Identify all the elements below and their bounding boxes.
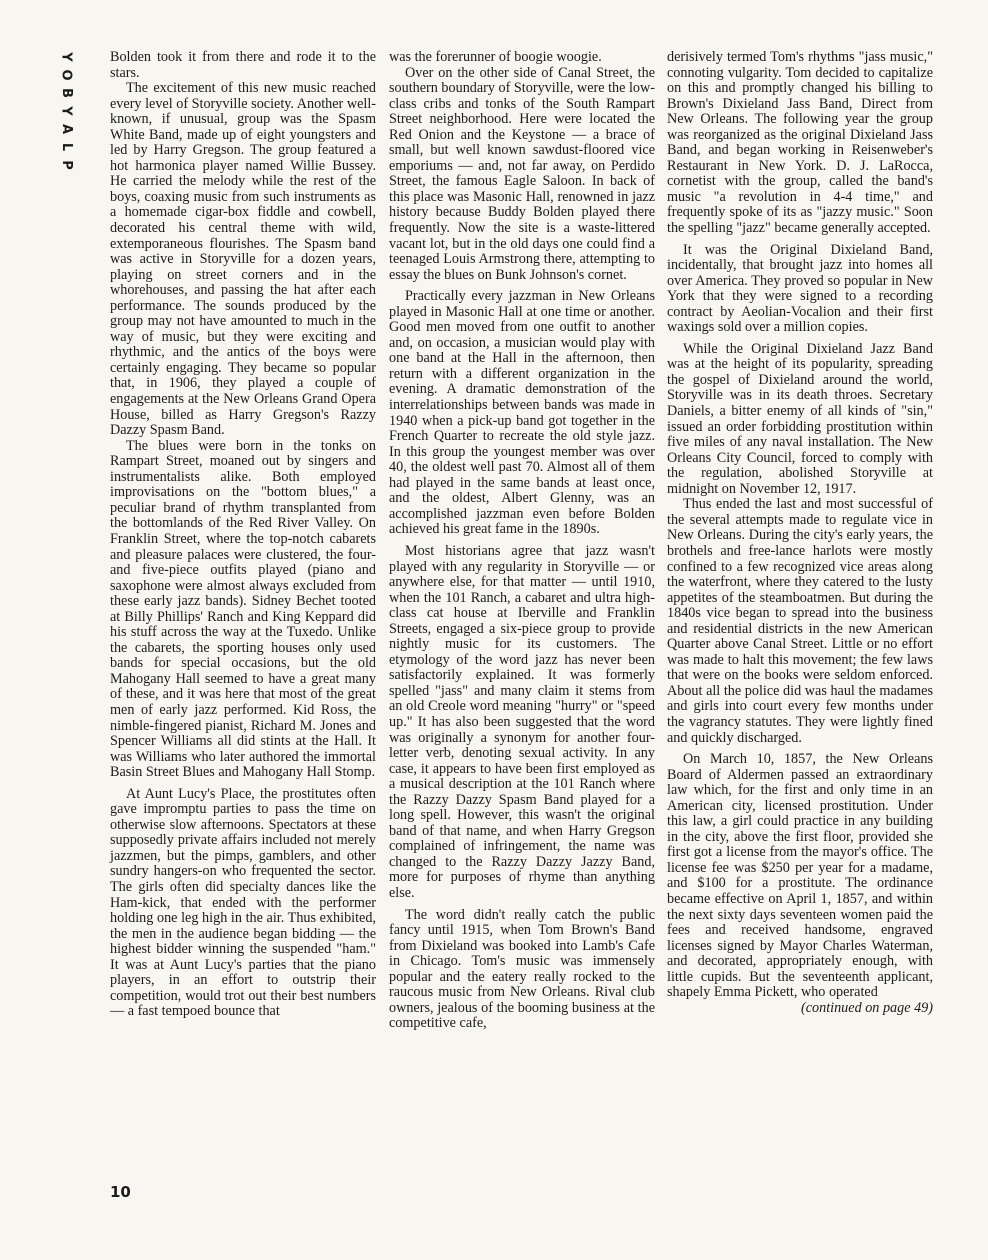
continued-note: (continued on page 49) [801,999,933,1016]
paragraph: It was the Original Dixieland Band, incidentally, that brought jazz into homes all over America. They proved so popular in New York that they were signed to a recording contract by Aeolian-Vocalion and their first waxings sold over a million copies. [667,241,933,336]
masthead-letter: P [59,160,74,170]
paragraph: derisively termed Tom's rhythms "jass music," connoting vulgarity. Tom decided to capitalize on this and promptly changed his billing to Brown's Dixieland Jass Band, Direct from New Orleans. The following year the group was reorganized as the original Dixieland Jass Band, and began working in Reisenweber's Restaurant in New York. D. J. LaRocca, cornetist with the group, called the band's music "a revolution in 4-4 time," and frequently spoke of its as "jazzy music." Soon the spelling "jazz" became generally accepted. [667,49,933,237]
paragraph: On March 10, 1857, the New Orleans Board of Aldermen passed an extraordinary law which, for the first and only time in an American city, licensed prostitution. Under this law, a girl could practice in any building in the city, above the first floor, provided she first got a license from the mayor's office. The license fee was $250 per year for a madame, and $100 for a prostitute. The ordinance became effective on April 1, 1857, and within the next sixty days seventeen women paid the fees and received handsome, engraved licenses signed by Mayor Charles Waterman, and decorated, appropriately enough, with little cupids. But the seventeenth applicant, shapely Emma Pickett, who operated [667,751,933,1001]
masthead-letter: B [58,88,74,98]
text-column-1 [110,50,376,1020]
paragraph: While the Original Dixieland Jazz Band was at the height of its popularity, spreading the gospel of Dixieland around the world, Storyville was in its death throes. Secretary Daniels, a bitter enemy of all kinds of "sin," issued an order forbidding prostitution within five miles of any naval installation. The New Orleans City Council, forced to comply with the regulation, abolished Storyville at midnight on November 12, 1917. [667,340,933,497]
masthead-letter: A [59,123,74,135]
masthead-letter: Y [58,52,74,62]
text-column-2 [389,50,655,1032]
paragraph: The excitement of this new music reached every level of Storyville society. Another well-known, if unusual, group was the Spasm White Band, made up of eight youngsters and led by Harry Gregson. The group featured a hot harmonica player named Willie Bussey. He carried the melody while the rest of the boys, coaxing music from such instruments as a homemade cigar-box fiddle and cowbell, decorated his central theme with wild, extemporaneous flourishes. The Spasm band was active in Storyville for a dozen years, playing on street corners and in the whorehouses, and passing the hat after each performance. The sounds produced by the group may not have amounted to much in the way of music, but they were exciting and rhythmic, and the antics of the boys were certainly engaging. They became so popular that, in 1906, they played a couple of engagements at the New Orleans Grand Opera House, billed as Harry Gregson's Razzy Dazzy Spasm Band. [110,80,376,439]
paragraph: Bolden took it from there and rode it to the stars. [110,49,376,81]
paragraph: was the forerunner of boogie woogie. [389,49,602,65]
text-column-3 [667,50,933,1016]
masthead-letter: L [58,142,74,152]
paragraph: Most historians agree that jazz wasn't played with any regularity in Storyville — or anywhere else, for that matter — until 1910, when the 101 Ranch, a cabaret and ultra high-class cat house at Iberville and Franklin Streets, engaged a six-piece group to provide nightly music for its customers. The etymology of the word jazz has never been satisfactorily explained. It was formerly spelled "jass" and many claim it stems from an old Creole word meaning "hurry" or "speed up." It has also been suggested that the word was originally a synonym for another four-letter verb, denoting sexual activity. In any case, it appears to have been first employed as a musical description at the 101 Ranch where the Razzy Dazzy Spasm Band played for a long spell. However, this wasn't the original band of that name, and when Harry Gregson complained of infringement, the name was changed to the Razzy Dazzy Jazzy Band, more for purposes of rhyme than anything else. [389,542,655,901]
page-number: 10 [110,1183,131,1201]
paragraph: Practically every jazzman in New Orleans played in Masonic Hall at one time or another. Good men moved from one outfit to another and, on occasion, a musician would play with one band at the Hall in the afternoon, then return with a different organization in the evening. A dramatic demonstration of the interrelationships between bands was made in 1940 when a pick-up band got together in the French Quarter to recreate the old style jazz. In this group the youngest member was over 40, the oldest well past 70. Almost all of them had played in the same bands at least once, and the oldest, Albert Glenny, was an accomplished jazzman even before Bolden achieved his great fame in the 1890s. [389,288,655,538]
paragraph: At Aunt Lucy's Place, the prostitutes often gave impromptu parties to pass the time on otherwise slow afternoons. Spectators at these supposedly private affairs included not merely jazzmen, but the pimps, gamblers, and other sundry hangers-on who frequented the sector. The girls often did specialty dances like the Ham-kick, that ended with the performer holding one leg high in the air. Thus exhibited, the men in the audience began bidding — the highest bidder winning the suspended "ham." It was at Aunt Lucy's parties that the piano players, in an effort to outstrip their competition, would trot out their best numbers — a fast tempoed bounce that [110,785,376,1020]
paragraph: The word didn't really catch the public fancy until 1915, when Tom Brown's Band from Dixieland was booked into Lamb's Cafe in Chicago. Tom's music was immensely popular and the eatery really rocked to the raucous music from New Orleans. Rival club owners, jealous of the booming business at the competitive cafe, [389,906,655,1032]
paragraph: The blues were born in the tonks on Rampart Street, moaned out by singers and instrumentalists alike. Both employed improvisations on the "bottom blues," a peculiar brand of rhythm transplanted from the bottomlands of the Red River Valley. On Franklin Street, where the top-notch cabarets and pleasure palaces were clustered, the four-and five-piece outfits played (piano and saxophone were almost always excluded from these early jazz bands). Sidney Bechet tooted at Billy Phillips' Ranch and King Keppard did his stuff across the way at the Tuxedo. Unlike the cabarets, the sporting houses only used bands for special occasions, but the old Mahogany Hall seemed to have a great many of these, and it was here that most of the great men of early jazz performed. Kid Ross, the nimble-fingered pianist, Richard M. Jones and Spencer Williams all did stints at the Hall. It was Williams who later authored the immortal Basin Street Blues and Mahogany Hall Stomp. [110,437,376,781]
paragraph: Thus ended the last and most successful of the several attempts made to regulate vice in New Orleans. During the city's early years, the brothels and free-lance harlots were mostly confined to a few recognized vice areas along the waterfront, where they catered to the lusty appetites of the steamboatmen. But during the 1840s vice began to spread into the business and residential districts in the new American Quarter above Canal Street. Little or no effort was made to halt this movement; the few laws that were on the books were seldom enforced. About all the police did was haul the madames and girls into court every few months under the vagrancy statutes. They were lightly fined and quickly discharged. [667,496,933,746]
paragraph: Over on the other side of Canal Street, the southern boundary of Storyville, were the low-class cribs and tonks of the South Rampart Street neighborhood. Here were located the Red Onion and the Keystone — a brace of small, but well known sawdust-floored vice emporiums — and, not far away, on Perdido Street, the famous Eagle Saloon. In back of this place was Masonic Hall, renowned in jazz history because Buddy Bolden played there frequently. Now the site is a waste-littered vacant lot, but in the old days one could find a teenaged Louis Armstrong there, attempting to essay the blues on Bunk Johnson's cornet. [389,64,655,283]
masthead-letter: Y [58,106,74,116]
masthead-vertical [58,48,74,174]
masthead-letter: O [59,69,74,81]
